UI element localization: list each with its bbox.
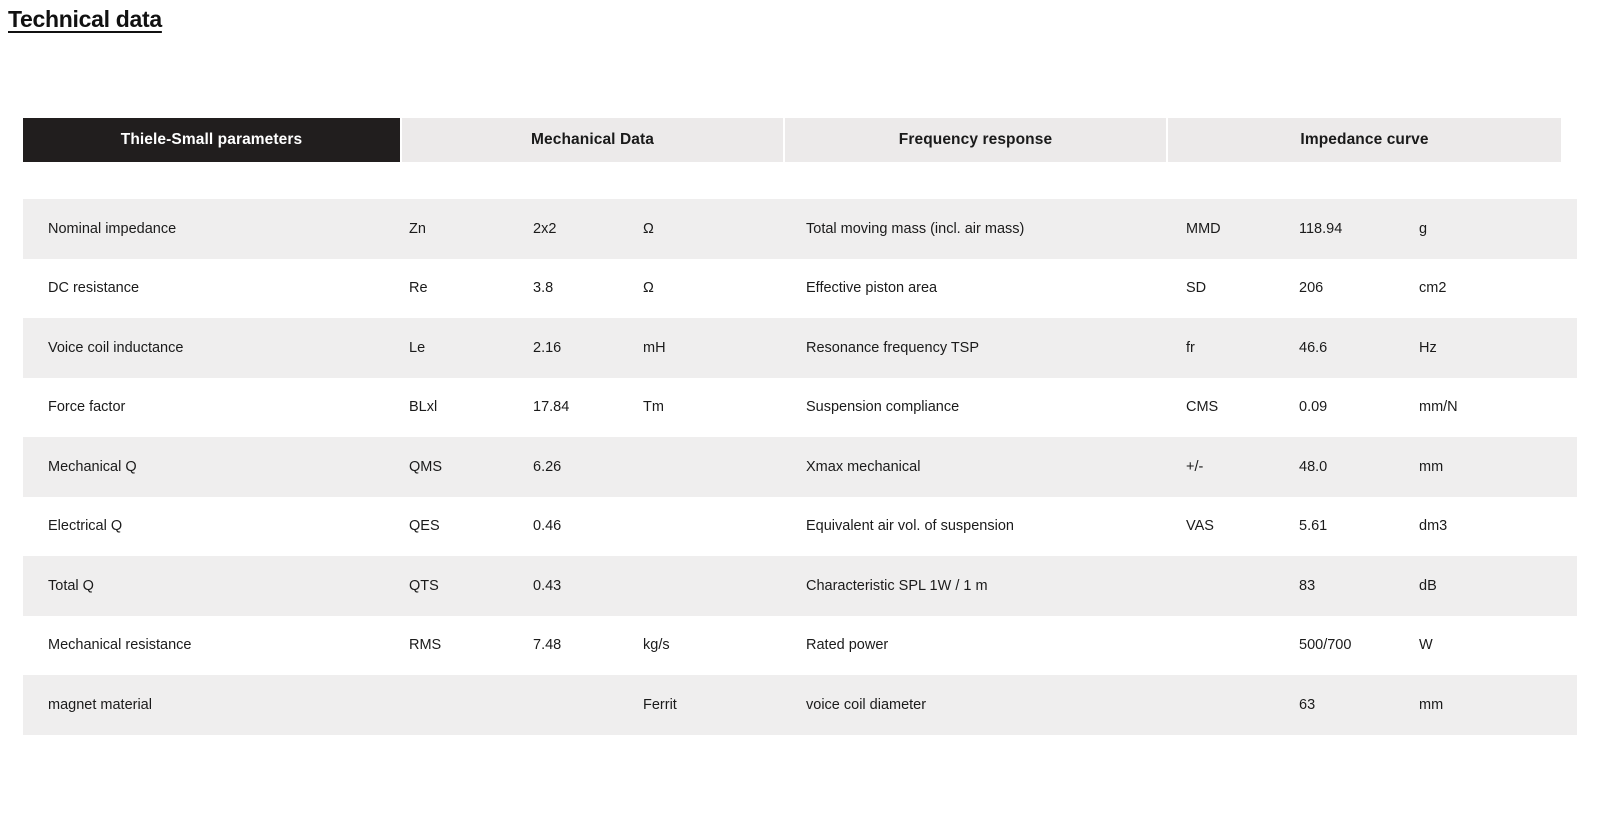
parameter-label-2: Xmax mechanical [806, 458, 921, 475]
parameter-label: Force factor [48, 399, 126, 416]
parameter-unit-2: dm3 [1419, 518, 1448, 535]
parameter-label-2: Effective piston area [806, 280, 938, 297]
tab-mechanical-data[interactable]: Mechanical Data [402, 118, 785, 162]
parameter-symbol: RMS [409, 637, 442, 654]
parameter-label: Mechanical Q [48, 458, 137, 475]
parameter-label-2: Suspension compliance [806, 399, 960, 416]
parameter-value: 6.26 [533, 458, 562, 475]
parameter-value-2: 46.6 [1299, 339, 1328, 356]
parameter-value: 2.16 [533, 339, 562, 356]
parameter-unit: Tm [643, 399, 664, 416]
parameter-symbol-2: VAS [1186, 518, 1214, 535]
tab-bar [23, 118, 1577, 162]
parameter-value-2: 206 [1299, 280, 1324, 297]
technical-data-table [23, 199, 1577, 735]
parameter-symbol-2: fr [1186, 339, 1195, 356]
parameter-value-2: 500/700 [1299, 637, 1352, 654]
parameter-value: 3.8 [533, 280, 554, 297]
parameter-label-2: voice coil diameter [806, 696, 927, 713]
parameter-symbol: QTS [409, 577, 439, 594]
parameter-value-2: 63 [1299, 696, 1316, 713]
parameter-value: 2x2 [533, 220, 557, 237]
table-row [23, 616, 1577, 676]
table-row [23, 318, 1577, 378]
parameter-unit-2: mm [1419, 458, 1444, 475]
parameter-symbol: BLxl [409, 399, 438, 416]
parameter-label-2: Total moving mass (incl. air mass) [806, 220, 1025, 237]
tab-thiele-small-parameters[interactable]: Thiele-Small parameters [23, 118, 402, 162]
parameter-label-2: Equivalent air vol. of suspension [806, 518, 1014, 535]
parameter-unit: mH [643, 339, 666, 356]
table-row [23, 259, 1577, 319]
table-row [23, 437, 1577, 497]
parameter-unit: Ferrit [643, 696, 677, 713]
parameter-unit-2: Hz [1419, 339, 1437, 356]
parameter-label-2: Resonance frequency TSP [806, 339, 980, 356]
parameter-label: Nominal impedance [48, 220, 177, 237]
page-title: Technical data [8, 6, 162, 32]
parameter-symbol: QMS [409, 458, 443, 475]
parameter-label: Mechanical resistance [48, 637, 192, 654]
parameter-unit-2: mm/N [1419, 399, 1458, 416]
parameter-label: Total Q [48, 577, 94, 594]
parameter-symbol: QES [409, 518, 440, 535]
parameter-label-2: Characteristic SPL 1W / 1 m [806, 577, 988, 594]
parameter-unit: kg/s [643, 637, 670, 654]
parameter-unit-2: g [1419, 220, 1428, 237]
parameter-label-2: Rated power [806, 637, 889, 654]
parameter-label: magnet material [48, 696, 152, 713]
parameter-label: Electrical Q [48, 518, 123, 535]
parameter-unit-2: mm [1419, 696, 1444, 713]
parameter-value-2: 0.09 [1299, 399, 1328, 416]
parameter-unit-2: W [1419, 637, 1433, 654]
parameter-symbol-2: CMS [1186, 399, 1219, 416]
parameter-unit-2: dB [1419, 577, 1437, 594]
table-row [23, 556, 1577, 616]
parameter-label: Voice coil inductance [48, 339, 184, 356]
parameter-value-2: 48.0 [1299, 458, 1328, 475]
parameter-value: 7.48 [533, 637, 562, 654]
parameter-unit: Ω [643, 220, 654, 237]
table-row [23, 675, 1577, 735]
parameter-label: DC resistance [48, 280, 140, 297]
parameter-symbol: Zn [409, 220, 426, 237]
parameter-symbol: Re [409, 280, 428, 297]
parameter-value: 17.84 [533, 399, 570, 416]
tab-frequency-response[interactable]: Frequency response [785, 118, 1168, 162]
parameter-value-2: 5.61 [1299, 518, 1328, 535]
parameter-value: 0.43 [533, 577, 562, 594]
parameter-unit-2: cm2 [1419, 280, 1447, 297]
table-row [23, 199, 1577, 259]
table-row [23, 378, 1577, 438]
parameter-value: 0.46 [533, 518, 562, 535]
parameter-symbol-2: +/- [1186, 458, 1204, 475]
parameter-symbol-2: MMD [1186, 220, 1221, 237]
parameter-value-2: 83 [1299, 577, 1316, 594]
parameter-value-2: 118.94 [1299, 220, 1343, 237]
parameter-unit: Ω [643, 280, 654, 297]
table-row [23, 497, 1577, 557]
parameter-symbol-2: SD [1186, 280, 1207, 297]
parameter-symbol: Le [409, 339, 426, 356]
tab-impedance-curve[interactable]: Impedance curve [1168, 118, 1561, 162]
